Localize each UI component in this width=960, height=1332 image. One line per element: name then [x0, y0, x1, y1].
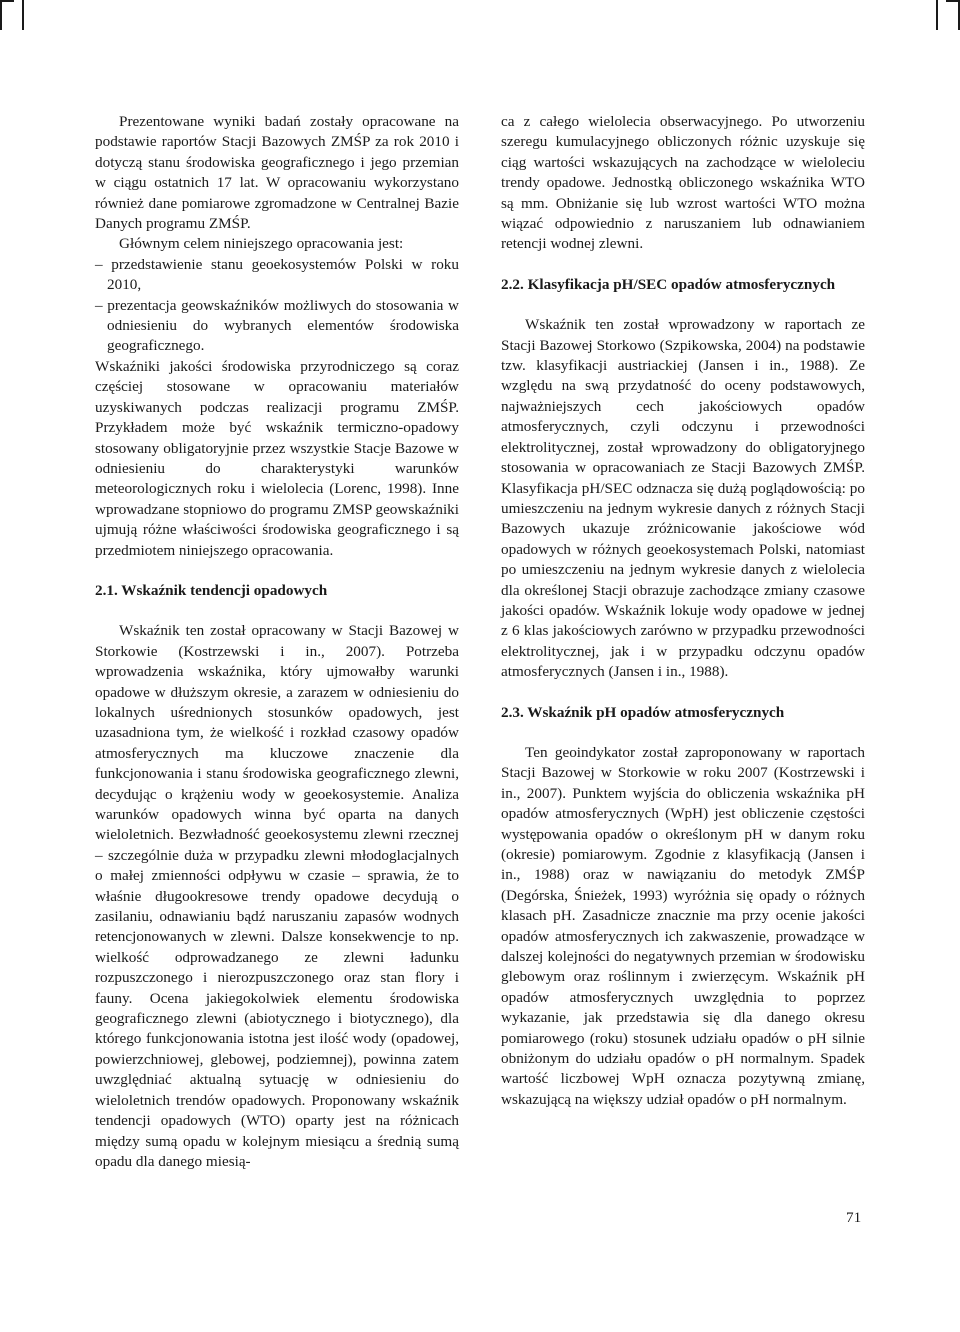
crop-mark	[0, 0, 2, 30]
section-2-3-paragraph: Ten geoindykator został zaproponowany w raportach Stacji Bazowej w Storkowie w roku 2007 (Kostrzewski i in., 2007). Punktem wyjścia do obliczenia wskaźnika pH opadów atmosferycznych (WpH) jest obliczenie częstości występowania opadów o określonym pH w danym roku (okresie) pomiarowym. Zgodnie z klasyfikacją (Jansen i in., 1988) oraz w nawiązaniu do metodyk ZMŚP (Degórska, Śnieżek, 1993) wyróżnia się opady o różnych klasach pH. Zasadnicze znacznie ma przy ocenie jakości opadów atmosferycznych ich zakwaszenie, prowadzące w dalszej kolejności do negatywnych przemian w środowisku glebowym oraz roślinnym i zwierzęcym. Wskaźnik pH opadów atmosferycznych uwzględnia to poprzez wykazanie, jak przedstawia się dla danego okresu pomiarowego (roku) stosunek udziału opadów o pH silnie obniżonym do udziału opadów o pH normalnym. Spadek wartość liczbowej WpH oznacza pozytywną zmianę, wskazującą na większy udział opadów o pH normalnym.	[501, 743, 865, 1108]
crop-mark	[936, 0, 938, 30]
section-heading-2-3: 2.3. Wskaźnik pH opadów atmosferycznych	[501, 703, 785, 721]
aim-list	[95, 255, 459, 357]
left-column	[95, 112, 459, 1172]
section-2-1-paragraph: Wskaźnik ten został opracowany w Stacji Bazowej w Storkowie (Kostrzewski i in., 2007). Potrzeba wprowadzenia wskaźnika, który ujmowałby warunki opadowe w dłuższym okresie, a zarazem w odniesieniu do lokalnych uśrednionych stosunków opadowych, jest uzasadniona tym, że wielkość i rozkład czasowy opadów atmosferycznych ma kluczowe znaczenie dla funkcjonowania i stanu środowiska geograficznego zlewni, decydując o krążeniu wody w geoekosystemie. Analiza warunków opadowych winna być oparta na danych wieloletnich. Bezwładność geoekosystemu zlewni rzecznej – szczególnie duża w przypadku zlewni młodoglacjalnych o małej zmienności odpływu w czasie – sprawia, że to właśnie długookresowe trendy opadowe decydują o zasilaniu, odnawianiu bądź naruszaniu zapasów wodnych retencjonowanych w zlewni. Dalsze konsekwencje to np. wielkość odprowadzanego ze zlewni ładunku rozpuszczonego i nierozpuszczonego oraz stan flory i fauny. Ocena jakiegokolwiek elementu środowiska geograficznego zlewni (abiotycznego i biotycznego), dla którego funkcjonowania istotna jest ilość wody (opadowej, powierzchniowej, glebowej, podziemnej), powinna zatem uwzględniać aktualną sytuację w odniesieniu do wieloletnich trendów opadowych. Proponowany wskaźnik tendencji opadowych (WTO) oparty jest na różnicach między sumą opadu w kolejnym miesiącu a średnią sumą opadu dla danego miesią-	[95, 622, 459, 1170]
crop-mark	[0, 0, 14, 2]
continuation-paragraph: ca z całego wielolecia obserwacyjnego. Po utworzeniu szeregu kumulacyjnego obliczonych różnic uzyskuje się ciąg wartości wskazujących na zachodzące w wieloleciu trendy opadowe. Jednostką obliczonego wskaźnika WTO są mm. Obniżanie się lub wzrost wartości WTO można wiązać odpowiednio z naruszaniem lub odnawianiem retencji wodnej zlewni.	[501, 113, 865, 253]
section-heading-2-2: 2.2. Klasyfikacja pH/SEC opadów atmosferycznych	[501, 275, 836, 293]
crop-mark	[22, 0, 24, 30]
aim-lead: Głównym celem niniejszego opracowania jest:	[119, 235, 404, 253]
right-column	[501, 112, 865, 1110]
list-item: – przedstawienie stanu geoekosystemów Polski w roku 2010,	[95, 255, 459, 294]
section-2-2-paragraph: Wskaźnik ten został wprowadzony w raportach ze Stacji Bazowej Storkowo (Szpikowska, 2004) na podstawie tzw. klasyfikacji austriackiej (Jansen i in., 1988). Ze względu na swą przydatność do oceny podstawowych, najważniejszych cech jakościowych opadów atmosferycznych, czyli odczynu i przewodności elektrolitycznej, został wprowadzony do obligatoryjnego stosowania w opracowaniach ze Stacji Bazowych ZMŚP. Klasyfikacja pH/SEC odznacza się dużą poglądowością: po umieszczeniu na jednym wykresie danych z różnych Stacji Bazowych ukazuje zróżnicowanie jakościowe wód opadowych w różnych geoekosystemach Polski, natomiast po umieszczeniu na jednym wykresie danych z wielolecia dla określonej Stacji obrazuje zachodzące zmiany czasowe jakości opadów. Wskaźnik lokuje wody opadowe w jednej z 6 klas jakościowych zarówno w przypadku przewodności elektrolitycznej, jak i w przypadku odczynu opadów atmosferycznych (Jansen i in., 1988).	[501, 316, 865, 681]
list-item: – prezentacja geowskaźników możliwych do stosowania w odniesieniu do wybranych elementów środowiska geograficznego.	[95, 296, 459, 355]
intro-paragraph: Prezentowane wyniki badań zostały opracowane na podstawie raportów Stacji Bazowych ZMŚP za rok 2010 i dotyczą stanu środowiska geograficznego i jego przemian w ciągu ostatnich 17 lat. W opracowaniu wykorzystano również dane pomiarowe zgromadzone w Centralnej Bazie Danych programu ZMŚP.	[95, 113, 459, 233]
indicators-paragraph: Wskaźniki jakości środowiska przyrodniczego są coraz częściej stosowane w opracowaniu materiałów uzyskiwanych podczas realizacji programu ZMŚP. Przykładem może być wskaźnik termiczno-opadowy stosowany obligatoryjnie przez wszystkie Stacje Bazowe w odniesieniu do charakterystyki warunków meteorologicznych roku i wielolecia (Lorenc, 1998). Inne wprowadzane stopniowo do programu ZMSP geowskaźniki ujmują różne właściwości środowiska geograficznego i są przedmiotem niniejszego opracowania.	[95, 357, 459, 559]
section-heading-2-1: 2.1. Wskaźnik tendencji opadowych	[95, 581, 328, 599]
page-number: 71	[846, 1209, 862, 1226]
